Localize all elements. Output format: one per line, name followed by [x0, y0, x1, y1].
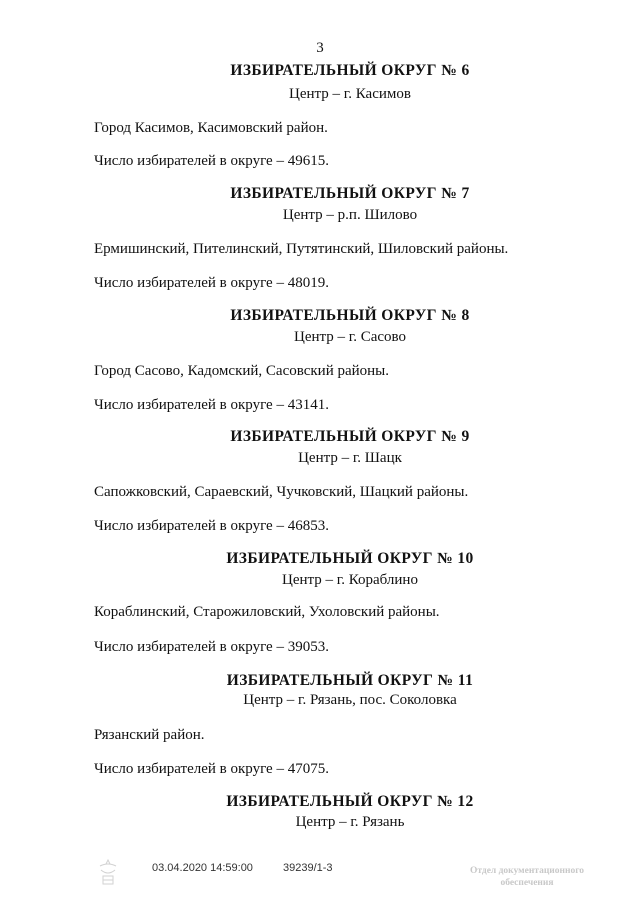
- district-title: ИЗБИРАТЕЛЬНЫЙ ОКРУГ № 11: [226, 672, 474, 689]
- district-title: ИЗБИРАТЕЛЬНЫЙ ОКРУГ № 8: [230, 307, 470, 324]
- footer: [0, 862, 640, 892]
- district-voters: Число избирателей в округе – 43141.: [94, 397, 329, 413]
- stamp-line: Отдел документационного: [469, 866, 585, 876]
- stamp-line: обеспечения: [500, 878, 554, 888]
- district-areas: Город Касимов, Касимовский район.: [94, 120, 328, 136]
- district-title: ИЗБИРАТЕЛЬНЫЙ ОКРУГ № 12: [226, 793, 474, 810]
- district-center: Центр – г. Рязань, пос. Соколовка: [243, 692, 457, 708]
- district-title: ИЗБИРАТЕЛЬНЫЙ ОКРУГ № 10: [226, 550, 474, 567]
- district-title: ИЗБИРАТЕЛЬНЫЙ ОКРУГ № 6: [230, 62, 470, 79]
- district-center: Центр – р.п. Шилово: [282, 207, 418, 223]
- district-title: ИЗБИРАТЕЛЬНЫЙ ОКРУГ № 7: [230, 185, 470, 202]
- district-voters: Число избирателей в округе – 39053.: [94, 639, 329, 655]
- district-center: Центр – г. Рязань: [295, 814, 405, 830]
- district-voters: Число избирателей в округе – 48019.: [94, 275, 329, 291]
- page-number: 3: [316, 40, 324, 56]
- seal-icon: [94, 858, 122, 888]
- district-title: ИЗБИРАТЕЛЬНЫЙ ОКРУГ № 9: [230, 428, 470, 445]
- district-voters: Число избирателей в округе – 49615.: [94, 153, 329, 169]
- district-center: Центр – г. Касимов: [289, 86, 411, 102]
- district-voters: Число избирателей в округе – 47075.: [94, 761, 329, 777]
- footer-datetime: 03.04.2020 14:59:00: [152, 862, 253, 874]
- district-center: Центр – г. Кораблино: [282, 572, 418, 588]
- district-center: Центр – г. Сасово: [293, 329, 407, 345]
- district-center: Центр – г. Шацк: [298, 450, 402, 466]
- district-areas: Город Сасово, Кадомский, Сасовский районы.: [94, 363, 390, 379]
- footer-doc-code: 39239/1-3: [283, 862, 333, 874]
- footer-stamp: [452, 862, 602, 892]
- district-areas: Кораблинский, Старожиловский, Ухоловский районы.: [94, 604, 440, 620]
- district-areas: Сапожковский, Сараевский, Чучковский, Шацкий районы.: [94, 484, 469, 500]
- district-areas: Рязанский район.: [94, 727, 205, 743]
- district-areas: Ермишинский, Пителинский, Путятинский, Шиловский районы.: [94, 241, 509, 257]
- district-voters: Число избирателей в округе – 46853.: [94, 518, 329, 534]
